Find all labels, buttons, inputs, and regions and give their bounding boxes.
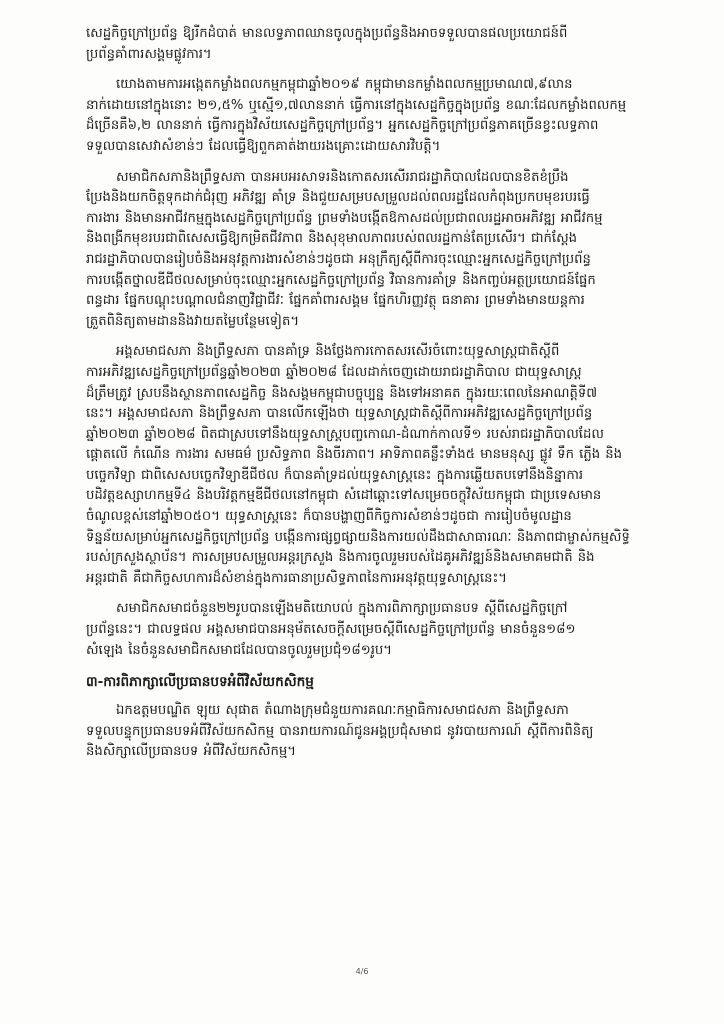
text-line: សមាជិកសភានិងព្រឹទ្ធសភា បានអបអរសាទរនិងកោតសរសើររាជរដ្ឋាភិបាលដែលបានខិតខំប្រឹង [116, 169, 569, 185]
text-line: បដិវត្តឧស្សាហកម្មទី៤ និងបរិវត្តកម្មឌីជីថលនៅកម្ពុជា សំដៅឆ្ពោះទៅសម្រេចចក្ខុវិស័យកម្ពុជា ជាប្រទេសមាន [86, 488, 602, 504]
page-number: 4/6 [355, 967, 369, 976]
text-line: ចំណូលខ្ពស់នៅឆ្នាំ២០៥០។ យុទ្ធសាស្ត្រនេះ ក៏បានបង្ហាញពីកិច្ចការសំខាន់ៗដូចជា ការរៀបចំមូលដ្ឋាន [86, 509, 572, 525]
paragraph-4 [86, 342, 672, 589]
text-line: ឯកឧត្តមបណ្ឌិត ឡុយ សុផាត តំណាងក្រុមជំនួយការគណៈកម្មាធិការសមាជសភា និងព្រឹទ្ធសភា [116, 703, 569, 719]
text-line: ផ្តោតលើ កំណើន ការងារ សមធម៌ ប្រសិទ្ធភាព និងចីរភាព។ អាទិភាពគន្លឹះទាំង៥ មានមនុស្ស ផ្លូវ ទឹក ភ្លើង និង [86, 447, 622, 463]
text-line: នាក់ដោយនៅក្នុងនោះ ២១,៥% ឬស្មើ១,៧លាននាក់ ធ្វើការនៅក្នុងសេដ្ឋកិច្ចក្នុងប្រព័ន្ធ ខណៈដែលកម្លាំងពលកម្ម [86, 97, 627, 113]
section-heading: ៣-ការពិភាក្សាលើប្រធានបទអំពីវិស័យកសិកម្ម [86, 674, 314, 691]
paragraph-5 [86, 599, 672, 661]
text-line: ប្រព័ន្ធនេះ។ ជាលទ្ធផល អង្គសមាជបានអនុម័តសេចក្តីសម្រេចស្តីពីសេដ្ឋកិច្ចក្រៅប្រព័ន្ធ មានចំនួន១៨១ [86, 622, 576, 638]
text-line: ប្រែងនិងយកចិត្តទុកដាក់ជំរុញ អភិវឌ្ឍ គាំទ្រ និងជួយសម្របសម្រួលដល់ពលរដ្ឋដែលកំពុងប្រកបមុខរបរធ្វើ [86, 190, 590, 206]
paragraph-final [86, 701, 672, 763]
text-line: របស់ក្រសួងស្ថាប័ន។ ការសម្របសម្រួលអន្តរក្រសួង និងការចូលរួមរបស់ដៃគូអភិវឌ្ឍន៍និងសមាគមជាតិ និង [86, 550, 595, 566]
text-line: ទទួលបន្ទុកប្រធានបទអំពីវិស័យកសិកម្ម បានរាយការណ៍ជូនអង្គប្រជុំសមាជ នូវរបាយការណ៍ ស្តីពីការពិនិត្យ [86, 723, 594, 739]
text-line: សមាជិកសមាជចំនួន២២រូបបានឡើងមតិយោបល់ ក្នុងការពិភាក្សាប្រធានបទ ស្តីពីសេដ្ឋកិច្ចក្រៅ [116, 601, 568, 617]
text-line: សំឡេង នៃចំនួនសមាជិកសមាជដែលបានចូលរួមប្រជុំ១៨១រូប។ [86, 642, 392, 658]
paragraph-2 [86, 75, 672, 157]
text-line: ការងារ និងមានអាជីវកម្មក្នុងសេដ្ឋកិច្ចក្រៅប្រព័ន្ធ ព្រមទាំងបង្កើតឱកាសដល់ប្រជាពលរដ្ឋអាចអភិវឌ្ឍ អាជីវកម្ម [86, 210, 603, 226]
text-line: ការអភិវឌ្ឍសេដ្ឋកិច្ចក្រៅប្រព័ន្ធឆ្នាំ២០២៣ ឆ្នាំ២០២៨ ដែលដាក់ចេញដោយរាជរដ្ឋាភិបាល ជាយុទ្ធសាស្ត្រ [86, 364, 582, 380]
text-line: ប្រព័ន្ធគាំពារសង្គមផ្លូវការ។ [86, 46, 212, 62]
text-line: ឆ្នាំ២០២៣ ឆ្នាំ២០២៨ ពិតជាស្របទៅនឹងយុទ្ធសាស្ត្របញ្ចកោណ-ដំណាក់កាលទី១ របស់រាជរដ្ឋាភិបាលដែល [86, 426, 604, 442]
paragraph-1 [86, 24, 672, 65]
text-line: និងពង្រីកមុខរបរជាពិសេសធ្វើឱ្យកម្រិតជីវភាព និងសុខុមាលភាពរបស់ពលរដ្ឋកាន់តែប្រសើរ។ ជាក់ស្តែង [86, 231, 578, 247]
text-line: នេះ។ អង្គសមាជសភា និងព្រឹទ្ធសភា បានលើកឡើងថា យុទ្ធសាស្ត្រជាតិស្តីពីការអភិវឌ្ឍសេដ្ឋកិច្ចក្រៅប្រព័ន្ធ [86, 406, 593, 422]
text-line: ពន្ធដារ ផ្នែកបណ្តុះបណ្តាលជំនាញវិជ្ជាជីវៈ ផ្នែកគាំពារសង្គម ផ្នែកហិរញ្ញវត្ថុ ធនាគារ ព្រមទាំងមានយន្តការ [86, 293, 585, 309]
text-line: ត្រួតពិនិត្យតាមដាននិងវាយតម្លៃបន្ថែមទៀត។ [86, 313, 300, 329]
text-line: បច្ចេកវិទ្យា ជាពិសេសបច្ចេកវិទ្យាឌីជីថល ក៏បានគាំទ្រដល់យុទ្ធសាស្ត្រនេះ ក្នុងការឆ្លើយតបទៅនឹងនិន្នាការ [86, 467, 584, 483]
text-line: រាជរដ្ឋាភិបាលបានរៀបចំនិងអនុវត្តការងារសំខាន់ៗដូចជា អនុក្រឹត្យស្តីពីការចុះឈ្មោះអ្នកសេដ្ឋកិច្ចក្រៅប្រព័ន្ធ [86, 251, 591, 267]
text-line: អន្តរជាតិ គឺជាកិច្ចសហការដ៏សំខាន់ក្នុងការធានាប្រសិទ្ធភាពនៃការអនុវត្តយុទ្ធសាស្ត្រនេះ។ [86, 570, 507, 586]
text-line: យោងតាមការអង្កេតកម្លាំងពលកម្មកម្ពុជាឆ្នាំ២០១៩ កម្ពុជាមានកម្លាំងពលកម្មប្រមាណ៧,៩លាន [116, 77, 573, 93]
text-line: សេដ្ឋកិច្ចក្រៅប្រព័ន្ធ ឱ្យរីកដំបាត់ មានលទ្ធភាពឈានចូលក្នុងប្រព័ន្ធនិងអាចទទួលបានផលប្រយោជន៍ពី [86, 26, 568, 41]
text-line: ទិន្នន័យសម្រាប់អ្នកសេដ្ឋកិច្ចក្រៅប្រព័ន្ធ បង្កើនការផ្សព្វផ្សាយនិងការយល់ដឹងជាសាធារណៈ និងភាពជាម្ចាស់កម្មសិទ្ធិ [86, 529, 630, 545]
text-line: ទទួលបានសេវាសំខាន់ៗ ដែលធ្វើឱ្យពួកគាត់ងាយរងគ្រោះដោយសារវិបត្តិ។ [86, 138, 441, 154]
paragraph-3 [86, 168, 672, 333]
text-line: ការបង្កើតថ្នាលឌីជីថលសម្រាប់ចុះឈ្មោះអ្នកសេដ្ឋកិច្ចក្រៅប្រព័ន្ធ វិធានការគាំទ្រ និងកញ្ចប់អត្ថប្រយោជន៍ផ្នែក [86, 272, 596, 288]
text-line: និងសិក្សាលើប្រធានបទ អំពីវិស័យកសិកម្ម។ [86, 744, 296, 760]
text-line: អង្គសមាជសភា និងព្រឹទ្ធសភា បានគាំទ្រ និងថ្លែងការកោតសរសើរចំពោះយុទ្ធសាស្ត្រជាតិស្តីពី [116, 344, 560, 360]
text-line: ដ៏ច្រើនគឺ៦,២ លាននាក់ ធ្វើការក្នុងវិស័យសេដ្ឋកិច្ចក្រៅប្រព័ន្ធ។ អ្នកសេដ្ឋកិច្ចក្រៅប្រព័ន្ធភាគច្រើនខ្វះលទ្ធភាព [86, 118, 599, 134]
text-line: ដ៏ត្រឹមត្រូវ ស្របនឹងស្ថានភាពសេដ្ឋកិច្ច និងសង្គមកម្ពុជាបច្ចុប្បន្ន និងទៅអនាគត ក្នុងរយៈពេលនៃអាណត្តិទី៧ [86, 385, 598, 401]
